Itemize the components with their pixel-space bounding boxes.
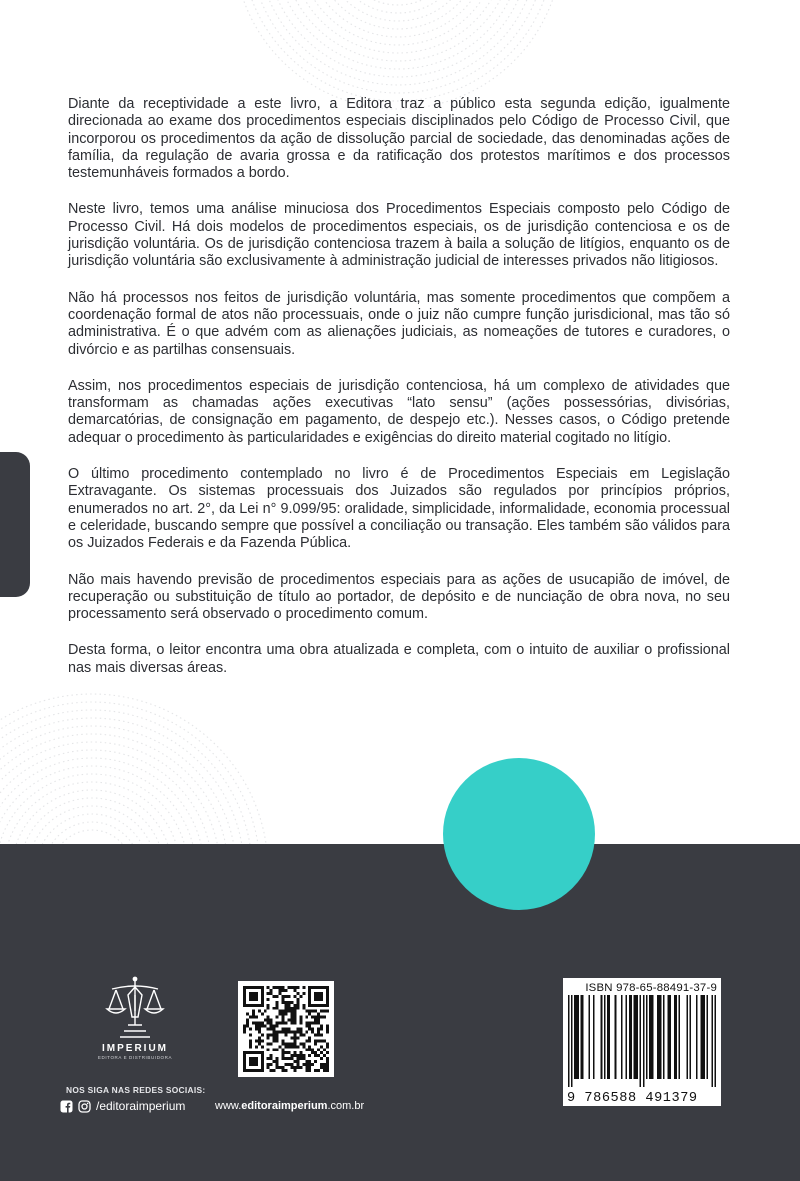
barcode-bar [658,995,660,1079]
publisher-logo [80,975,190,1075]
barcode-bar [629,995,631,1079]
isbn-label: ISBN 978-65-88491-37-9 [585,982,717,994]
decorative-arc [282,0,514,61]
decorative-arc [338,0,458,5]
barcode-bar [574,995,576,1079]
barcode-bar [696,995,698,1079]
instagram-icon[interactable] [78,1100,91,1113]
isbn-barcode [563,978,721,1106]
barcode-bar [646,995,648,1079]
social-handle[interactable]: /editoraimperium [96,1099,186,1113]
barcode-bar [702,995,704,1079]
barcode-bar [577,995,579,1079]
barcode-bar [633,995,635,1079]
paragraph: Desta forma, o leitor encontra uma obra atualizada e completa, com o intuito de auxiliar o profissional nas mais diversas áreas. [68,642,730,676]
decorative-arc [306,0,490,37]
social-label: NOS SIGA NAS REDES SOCIAIS: [66,1085,206,1095]
barcode-bar [582,995,584,1079]
barcode-bar [580,995,582,1079]
barcode-bar [668,995,670,1079]
barcode-bar [675,995,677,1079]
barcode-bar [700,995,702,1079]
publisher-name: IMPERIUM [102,1043,168,1054]
website-prefix: www. [215,1100,242,1112]
barcode-bar [640,995,642,1087]
barcode-bar [621,995,623,1079]
barcode-bar [576,995,578,1079]
decorative-arc [234,0,562,109]
teal-circle-decoration [443,758,595,910]
barcode-bar [669,995,671,1079]
barcode-bar [660,995,662,1079]
barcode-bar [637,995,639,1079]
barcode-bar [635,995,637,1079]
barcode-bar [690,995,692,1079]
barcode-bar [649,995,651,1079]
barcode-bar [607,995,609,1079]
decorative-arc [330,0,466,13]
barcode-bar [707,995,709,1079]
scales-of-justice-pen-icon [104,975,166,1041]
decorative-arc [250,0,546,93]
barcode-bar [615,995,617,1079]
qr-code[interactable] [238,981,334,1077]
paragraph: Não mais havendo previsão de procedimentos especiais para as ações de usucapião de imóvel, de recuperação ou substituição de título ao portador, de depósito e de nunciação de obra nova, no seu processamento será observado o procedimento comum. [68,571,730,623]
barcode-bar [571,995,573,1087]
side-tab-decoration [0,452,30,597]
decorative-arc [274,0,522,69]
barcode-bar [674,995,676,1079]
barcode-bar [593,995,595,1079]
decorative-arc [258,0,538,85]
barcode-bar [609,995,611,1079]
paragraph: Assim, nos procedimentos especiais de jurisdição contenciosa, há um complexo de atividades que transformam as chamadas ações executivas “lato sensu” (ações possessórias, divisórias, demarcatórias, de consignação em pagamento, de despejo etc.). Nesses casos, o Código pretende adequar o procedimento às particularidades e exigências do direito material cogitado no litígio. [68,377,730,446]
paragraph: Diante da receptividade a este livro, a Editora traz a público esta segunda edição, igualmente direcionada ao exame dos procedimentos especiais disciplinados pelo Código de Processo Civil, que incorporou os procedimentos da ação de dissolução parcial de sociedade, das denominadas ações de família, da regulação de avaria grossa e da ratificação dos protestos marítimos e dos processos testemunháveis formados a bordo. [68,96,730,182]
barcode-bar [651,995,653,1079]
barcode-bar [663,995,665,1079]
decorative-arc [290,0,506,53]
barcode-bar [601,995,603,1079]
barcode-bar [626,995,628,1079]
barcode-bar [630,995,632,1079]
paragraph: O último procedimento contemplado no livro é de Procedimentos Especiais em Legislação Extravagante. Os sistemas processuais dos Juizados são regulados por princípios próprios, enumerados no art. 2°, da Lei n° 9.099/95: oralidade, simplicidade, informalidade, economia processual e celeridade, buscando sempre que possível a conciliação ou transação. Eles também são válidos para os Juizados Federais e da Fazenda Pública. [68,466,730,552]
decorative-arc [266,0,530,77]
barcode-bar [588,995,590,1079]
decorative-arc [242,0,554,101]
barcode-bar [568,995,570,1087]
barcode-bar [643,995,645,1087]
barcode-bar [657,995,659,1079]
barcode-bar [714,995,716,1087]
decorative-arc [314,0,482,29]
paragraph: Não há processos nos feitos de jurisdição voluntária, mas somente procedimentos que compõem a coordenação formal de atos não processuais, onde o juiz não cumpre função jurisdicional, mas tão só administrativa. É o que advém com as alienações judiciais, as nomeações de tutores e curadores, o divórcio e as partilhas consensuais. [68,289,730,358]
barcode-bar [679,995,681,1079]
barcode-bar [652,995,654,1079]
website-suffix: .com.br [327,1100,365,1112]
barcode-bar [711,995,713,1087]
barcode-bar [686,995,688,1079]
social-links [60,1099,185,1113]
barcode-bars [567,995,717,1087]
back-cover-text [68,96,730,696]
barcode-bar [704,995,706,1079]
barcode-digits: 9 786588 491379 [567,1091,698,1106]
website-domain: editoraimperium [241,1100,328,1112]
barcode-bar [604,995,606,1079]
paragraph: Neste livro, temos uma análise minuciosa dos Procedimentos Especiais composto pelo Código de Processo Civil. Há dois modelos de procedimentos especiais, os de jurisdição contenciosa e os de jurisdição voluntária. Os de jurisdição contenciosa trazem à baila a solução de litígios, enquanto os de jurisdição voluntária são exclusivamente à administração judicial de interesses privados não litigiosos. [68,201,730,270]
website-link[interactable] [215,1100,364,1112]
decorative-arc [298,0,498,45]
publisher-tagline: EDITORA E DISTRIBUIDORA [97,1055,173,1060]
facebook-icon[interactable] [60,1100,73,1113]
